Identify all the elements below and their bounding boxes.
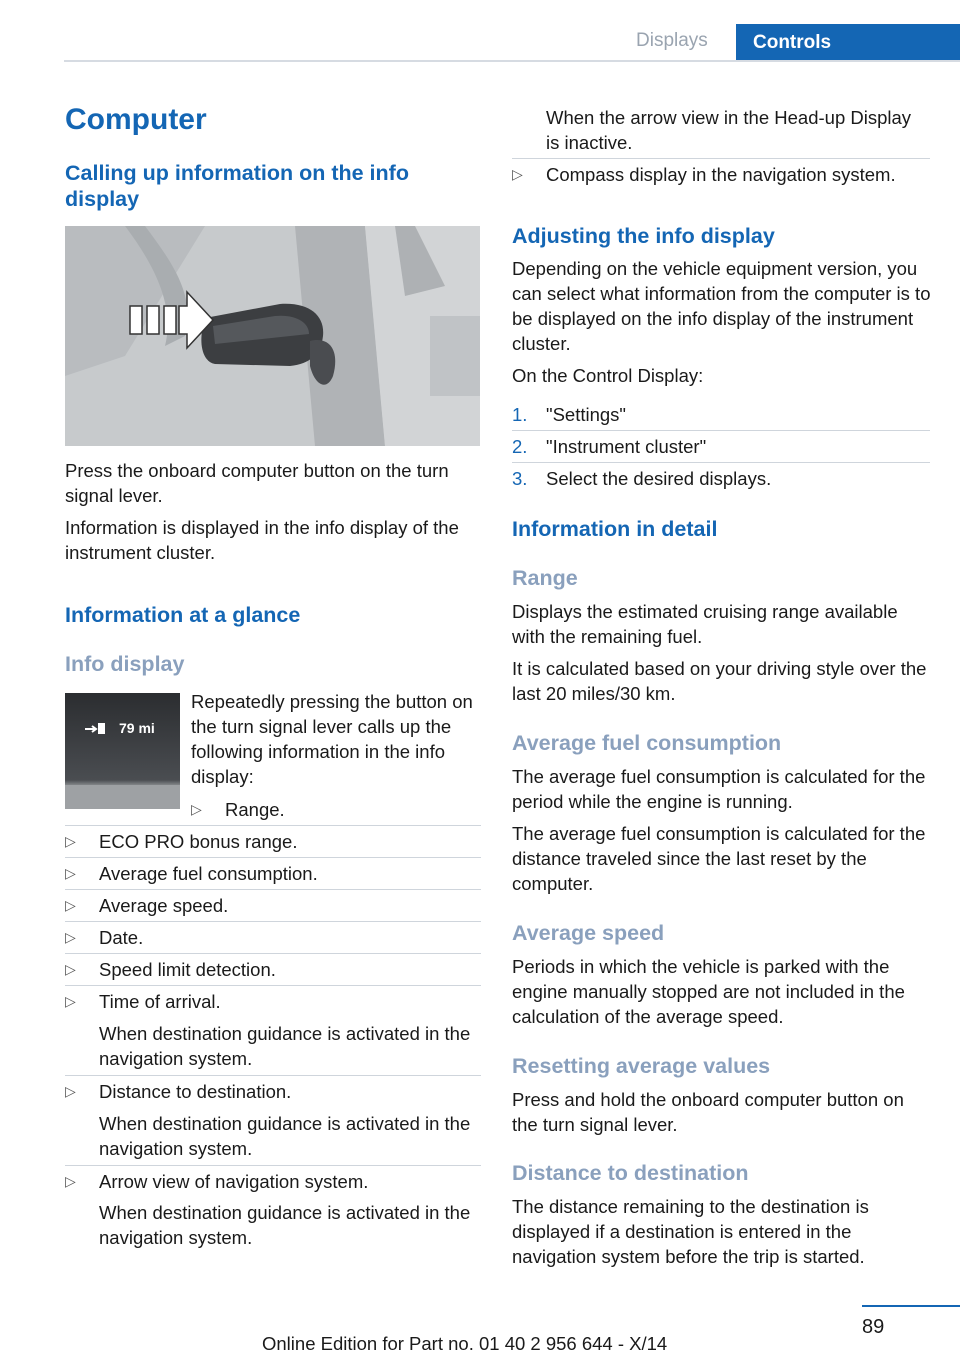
- display-range-value: 79 mi: [119, 720, 155, 736]
- list-divider: [65, 1075, 481, 1076]
- list-divider: [65, 889, 481, 890]
- list-divider: [512, 462, 930, 463]
- distance-paragraph: The distance remaining to the destination is displayed if a destination is entered in the navigation system before the trip is started.: [512, 1196, 869, 1267]
- intro-paragraph-2: Information is displayed in the info display of the instrument cluster.: [65, 517, 459, 563]
- info-display-description: Repeatedly pressing the button on the turn signal lever calls up the following information in the info display:: [191, 691, 473, 787]
- subsection-heading-speed: Average speed: [512, 921, 665, 945]
- list-divider: [512, 430, 930, 431]
- section-heading-adjusting: Adjusting the info display: [512, 224, 775, 248]
- adjust-paragraph: Depending on the vehicle equipment version, you can select what information from the computer is to be displayed on the info display of the instrument cluster.: [512, 258, 931, 354]
- list-divider: [65, 985, 481, 986]
- fuel-pump-icon: [98, 723, 105, 734]
- triangle-bullet-icon: ▷: [65, 961, 76, 977]
- list-item-note: When destination guidance is activated in the navigation system.: [99, 1202, 471, 1248]
- intro-paragraph-1: Press the onboard computer button on the turn signal lever.: [65, 460, 449, 506]
- range-paragraph-1: Displays the estimated cruising range available with the remaining fuel.: [512, 601, 898, 647]
- list-divider: [65, 1165, 481, 1166]
- triangle-bullet-icon: ▷: [65, 833, 76, 849]
- triangle-bullet-icon: ▷: [65, 1083, 76, 1099]
- footer-edition: Online Edition for Part no. 01 40 2 956 644 - X/14: [262, 1333, 668, 1354]
- speed-paragraph: Periods in which the vehicle is parked with the engine manually stopped are not included in the calculation of the average speed.: [512, 956, 905, 1027]
- list-divider: [65, 953, 481, 954]
- list-divider: [65, 921, 481, 922]
- info-display-illustration: [65, 693, 180, 809]
- subsection-heading-reset: Resetting average values: [512, 1054, 771, 1078]
- triangle-bullet-icon: ▷: [191, 801, 202, 817]
- page-title: Computer: [65, 103, 207, 136]
- triangle-bullet-icon: ▷: [512, 166, 523, 182]
- reset-paragraph: Press and hold the onboard computer button on the turn signal lever.: [512, 1089, 904, 1135]
- triangle-bullet-icon: ▷: [65, 993, 76, 1009]
- list-divider: [65, 857, 481, 858]
- section-heading-at-a-glance: Information at a glance: [65, 603, 301, 627]
- header-section-label: Displays: [636, 30, 708, 51]
- triangle-bullet-icon: ▷: [65, 865, 76, 881]
- header-rule: [64, 60, 960, 62]
- list-divider: [512, 158, 930, 159]
- fuel-paragraph-2: The average fuel consumption is calculated for the distance traveled since the last reset by the computer.: [512, 823, 926, 894]
- list-item-note: When the arrow view in the Head-up Display is inactive.: [546, 107, 912, 153]
- fuel-paragraph-1: The average fuel consumption is calculated for the period while the engine is running.: [512, 766, 926, 812]
- footer-rule: [862, 1305, 960, 1307]
- page-number: 89: [862, 1316, 885, 1338]
- triangle-bullet-icon: ▷: [65, 929, 76, 945]
- subsection-heading-info-display: Info display: [65, 652, 185, 676]
- list-item-note: When destination guidance is activated in the navigation system.: [99, 1113, 471, 1159]
- turn-signal-lever-illustration: [65, 226, 480, 446]
- subsection-heading-distance: Distance to destination: [512, 1161, 749, 1185]
- triangle-bullet-icon: ▷: [65, 897, 76, 913]
- header-chapter-tab: Controls: [736, 24, 960, 62]
- subsection-heading-range: Range: [512, 566, 578, 590]
- list-divider: [65, 825, 191, 826]
- adjust-paragraph-2: On the Control Display:: [512, 365, 704, 386]
- triangle-bullet-icon: ▷: [65, 1173, 76, 1189]
- section-heading-calling-up: Calling up information on the info display: [65, 161, 409, 211]
- list-divider: [191, 825, 481, 826]
- list-item-note: When destination guidance is activated in the navigation system.: [99, 1023, 471, 1069]
- subsection-heading-fuel: Average fuel consumption: [512, 731, 782, 755]
- range-paragraph-2: It is calculated based on your driving style over the last 20 miles/30 km.: [512, 658, 927, 704]
- section-heading-detail: Information in detail: [512, 517, 718, 541]
